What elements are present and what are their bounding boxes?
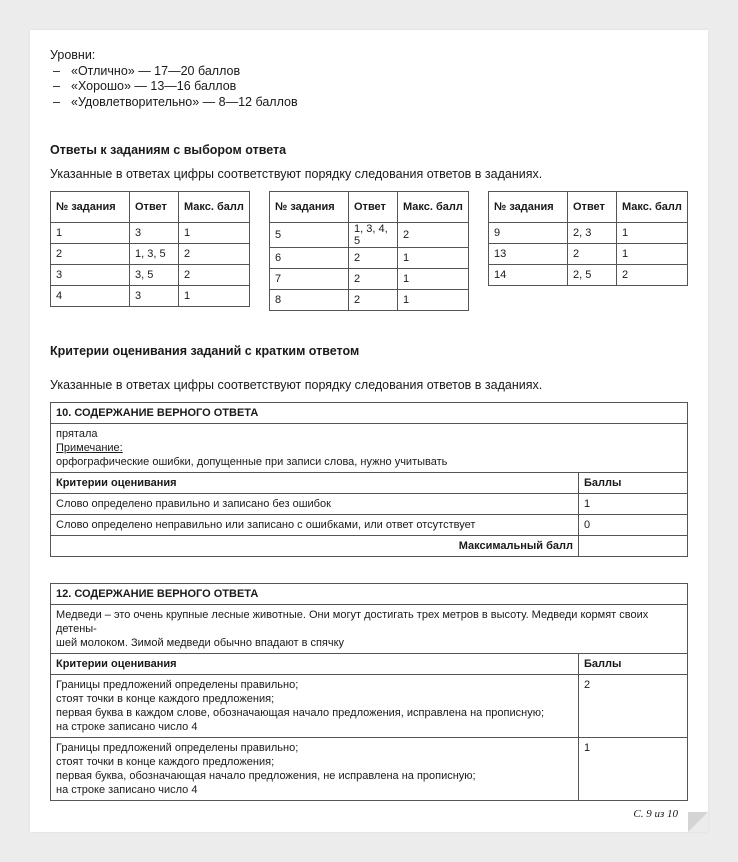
- col-header-task: № задания: [51, 192, 130, 223]
- answers-table-2: [269, 191, 469, 311]
- table-row: 8 2 1: [270, 290, 469, 311]
- list-item: – «Отлично» — 17—20 баллов: [53, 63, 241, 78]
- page-corner-fold: [688, 812, 708, 832]
- task12-answer-line2: шей молоком. Зимой медведи обычно впадают в спячку: [56, 637, 345, 649]
- col-header-answer: Ответ: [130, 192, 179, 223]
- list-item: – «Хорошо» — 13—16 баллов: [53, 79, 237, 93]
- col-header-answer: Ответ: [349, 192, 398, 223]
- task12-answer-line1: Медведи – это очень крупные лесные животные. Они могут достигать трех метров в высоту. Медведи кормят своих детены-: [56, 609, 649, 635]
- levels-block: [50, 48, 298, 110]
- table-row: 5 1, 3, 4, 5 2: [270, 223, 469, 248]
- answers-table-1: [50, 191, 250, 307]
- page-number: С. 9 из 10: [633, 808, 678, 820]
- table-row: 14 2, 5 2: [489, 265, 688, 286]
- levels-list: [50, 64, 298, 111]
- table-header-row: [51, 192, 250, 223]
- level-good: «Хорошо» — 13—16 баллов: [71, 79, 237, 93]
- table-row: 6 2 1: [270, 248, 469, 269]
- task10-table: [50, 402, 688, 557]
- task10-answer-cell: [51, 424, 688, 473]
- table-row: 3 3, 5 2: [51, 265, 250, 286]
- task10-criteria-header: Критерии оценивания: [51, 473, 579, 494]
- table-row: 7 2 1: [270, 269, 469, 290]
- table-row: 2 1, 3, 5 2: [51, 244, 250, 265]
- col-header-answer: Ответ: [568, 192, 617, 223]
- list-item: – «Удовлетворительно» — 8—12 баллов: [53, 94, 298, 109]
- table-header-row: [489, 192, 688, 223]
- task10-score-header: Баллы: [579, 473, 688, 494]
- task12-criteria-header: Критерии оценивания: [51, 654, 579, 675]
- col-header-task: № задания: [489, 192, 568, 223]
- table-row: Границы предложений определены правильно; стоят точки в конце каждого предложения; первая буква, обозначающая начало предложения, не исправлена на прописную; на строке записано число 4 1: [51, 738, 688, 801]
- col-header-max: Макс. балл: [179, 192, 250, 223]
- task10-answer: прятала: [56, 428, 98, 440]
- answers-table-3: [488, 191, 688, 286]
- table-row: 13 2 1: [489, 244, 688, 265]
- task12-title: 12. СОДЕРЖАНИЕ ВЕРНОГО ОТВЕТА: [51, 584, 688, 605]
- col-header-max: Макс. балл: [398, 192, 469, 223]
- levels-title: Уровни:: [50, 48, 96, 62]
- task10-max-label: Максимальный балл: [51, 536, 579, 557]
- table-row: 1 3 1: [51, 223, 250, 244]
- table-row: Слово определено неправильно или записано с ошибками, или ответ отсутствует 0: [51, 515, 688, 536]
- table-row: Слово определено правильно и записано без ошибок 1: [51, 494, 688, 515]
- col-header-max: Макс. балл: [617, 192, 688, 223]
- table-row: Границы предложений определены правильно; стоят точки в конце каждого предложения; первая буква в каждом слове, обозначающая начало предложения, исправлена на прописную; на строке записано число 4 2: [51, 675, 688, 738]
- task10-remark-label: Примечание:: [56, 442, 123, 454]
- task12-score-header: Баллы: [579, 654, 688, 675]
- task10-max-value: [579, 536, 688, 557]
- task12-answer-cell: [51, 605, 688, 654]
- level-satisfactory: «Удовлетворительно» — 8—12 баллов: [71, 94, 298, 109]
- page-sheet: [30, 30, 708, 832]
- table-row: 9 2, 3 1: [489, 223, 688, 244]
- section-heading-choice: Ответы к заданиям с выбором ответа: [50, 143, 287, 157]
- task10-remark-text: орфографические ошибки, допущенные при записи слова, нужно учитывать: [56, 456, 448, 468]
- col-header-task: № задания: [270, 192, 349, 223]
- section-note-short: Указанные в ответах цифры соответствуют порядку следования ответов в заданиях.: [50, 378, 543, 392]
- table-row: 4 3 1: [51, 286, 250, 307]
- table-header-row: [270, 192, 469, 223]
- level-excellent: «Отлично» — 17—20 баллов: [71, 63, 241, 78]
- section-heading-short: Критерии оценивания заданий с кратким ответом: [50, 344, 360, 358]
- task10-title: 10. СОДЕРЖАНИЕ ВЕРНОГО ОТВЕТА: [51, 403, 688, 424]
- section-note-choice: Указанные в ответах цифры соответствуют порядку следования ответов в заданиях.: [50, 167, 543, 181]
- task12-table: [50, 583, 688, 801]
